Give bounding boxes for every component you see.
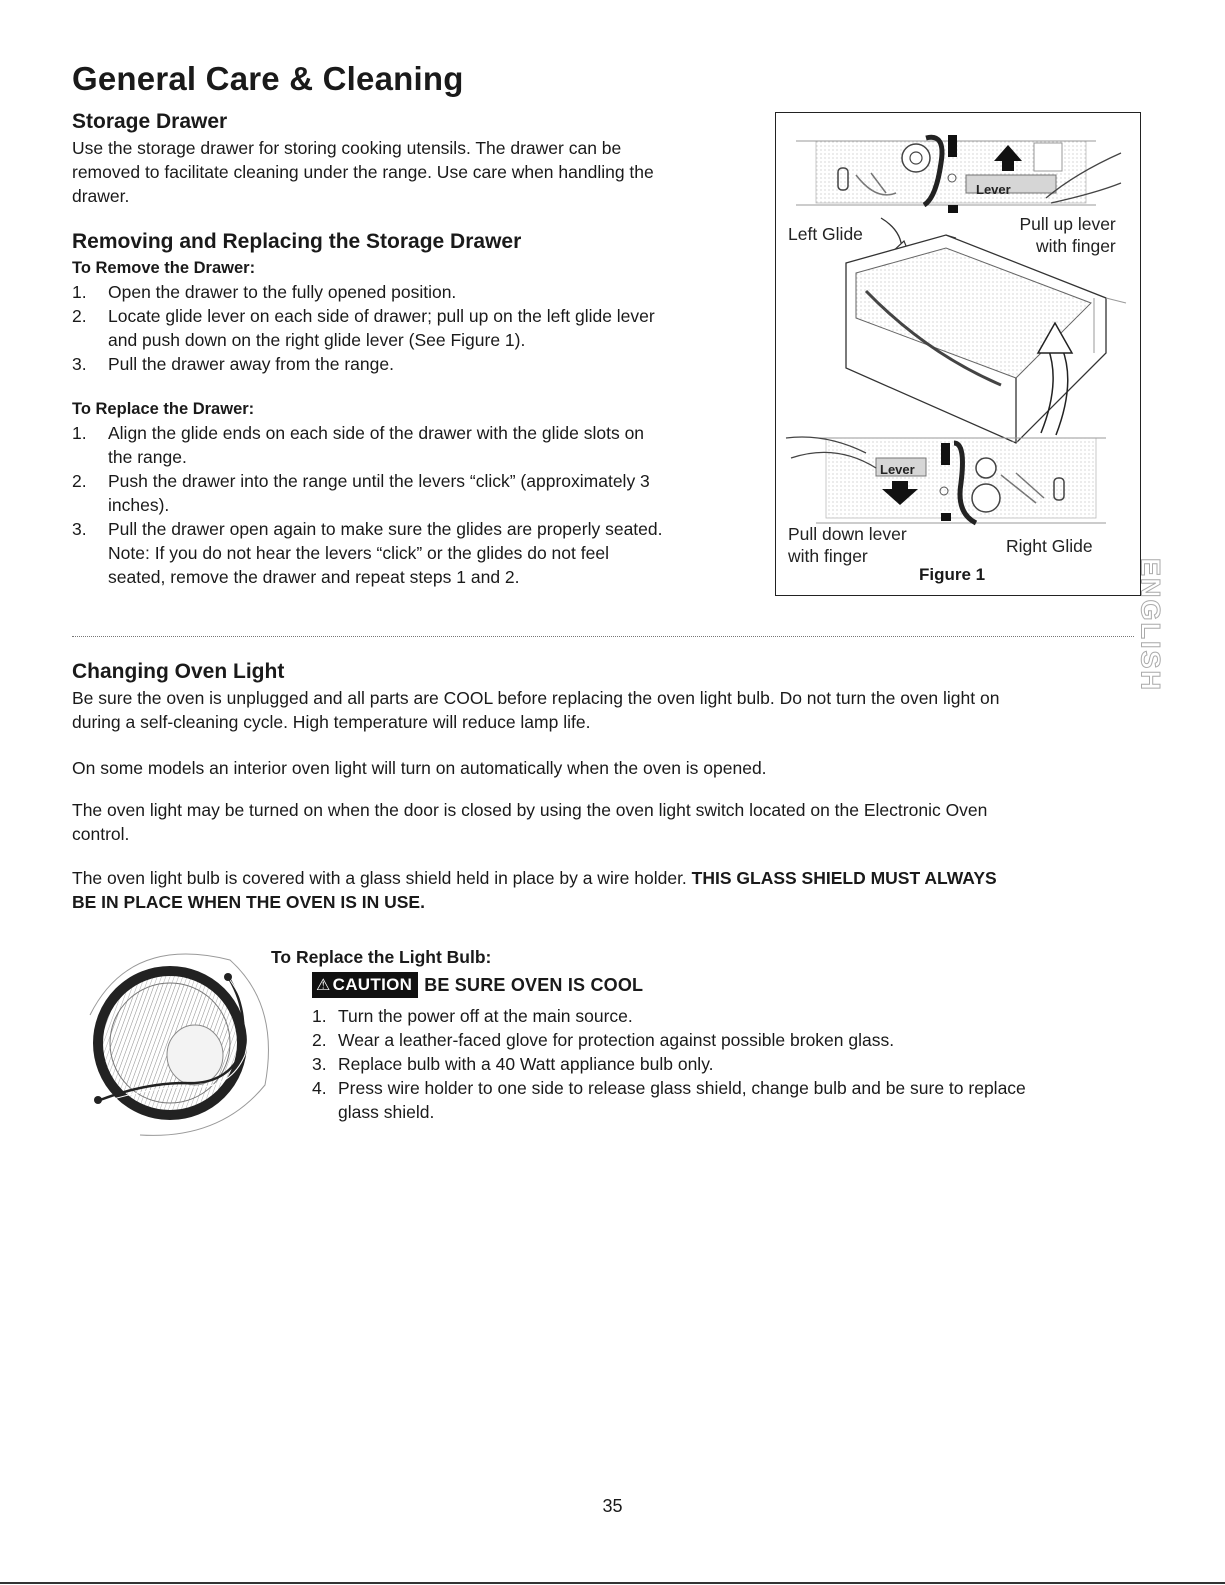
intro-line: removed to facilitate cleaning under the range. Use care when handling the — [72, 162, 654, 182]
replace-bulb-steps — [312, 1004, 1026, 1124]
storage-drawer-heading: Storage Drawer — [72, 110, 228, 133]
list-item: 4. Press wire holder to one side to release glass shield, change bulb and be sure to replace glass shield. — [312, 1078, 1026, 1122]
figure-1 — [775, 112, 1141, 596]
lever-label-bottom: Lever — [880, 462, 915, 477]
drawer-body — [846, 235, 1126, 443]
list-item: 1. Align the glide ends on each side of the drawer with the glide slots on the range. — [72, 423, 645, 467]
list-item: 2. Locate glide lever on each side of drawer; pull up on the left glide lever and push down on the right glide lever (See Figure 1). — [72, 306, 655, 350]
replace-drawer-steps — [72, 421, 663, 589]
caution-notice — [312, 972, 643, 998]
light-bulb-shield-illustration — [70, 935, 280, 1145]
warning-triangle-icon: ⚠ — [316, 977, 331, 994]
replace-drawer-heading: To Replace the Drawer: — [72, 400, 255, 418]
oven-light-p1: Be sure the oven is unplugged and all parts are COOL before replacing the oven light bulb. Do not turn the oven light on during a self-cleaning cycle. High temperature will reduce lamp life. — [72, 688, 1000, 732]
left-glide-assembly — [796, 135, 1121, 213]
list-item: 2. Push the drawer into the range until the levers “click” (approximately 3 inches). — [72, 471, 650, 515]
right-glide-assembly — [786, 437, 1106, 523]
left-glide-label: Left Glide — [788, 224, 863, 244]
page-number: 35 — [602, 1496, 623, 1516]
oven-light-p4: The oven light bulb is covered with a glass shield held in place by a wire holder. THIS GLASS SHIELD MUST ALWAYS BE IN PLACE WHEN THE OVEN IS IN USE. — [72, 868, 997, 912]
caution-badge: ⚠ CAUTION — [312, 972, 418, 998]
right-glide-label: Right Glide — [1006, 536, 1093, 556]
removing-replacing-heading: Removing and Replacing the Storage Drawer — [72, 230, 522, 253]
replace-bulb-heading: To Replace the Light Bulb: — [271, 947, 492, 967]
intro-line: Use the storage drawer for storing cooking utensils. The drawer can be — [72, 138, 622, 158]
remove-drawer-heading: To Remove the Drawer: — [72, 259, 256, 277]
lever-label-top: Lever — [976, 182, 1011, 197]
list-item: 3. Replace bulb with a 40 Watt appliance bulb only. — [312, 1054, 714, 1074]
page-bottom-rule — [0, 1582, 1225, 1584]
intro-line: drawer. — [72, 186, 130, 206]
list-item: 2. Wear a leather-faced glove for protection against possible broken glass. — [312, 1030, 895, 1050]
list-item: 3. Pull the drawer open again to make sure the glides are properly seated. Note: If you do not hear the levers “click” or the glides do not feel seated, remove the drawer and repeat steps 1 and 2. — [72, 519, 663, 587]
oven-light-heading: Changing Oven Light — [72, 660, 285, 683]
page-title: General Care & Cleaning — [72, 60, 464, 97]
section-divider — [72, 636, 1134, 637]
oven-light-p3: The oven light may be turned on when the door is closed by using the oven light switch located on the Electronic Oven control. — [72, 800, 988, 844]
list-item: 1. Turn the power off at the main source. — [312, 1006, 633, 1026]
remove-drawer-steps — [72, 280, 655, 376]
list-item: 1. Open the drawer to the fully opened position. — [72, 282, 457, 302]
figure-caption: Figure 1 — [919, 565, 986, 584]
pull-up-lever-label: Pull up lever with finger — [1019, 214, 1116, 256]
list-item: 3. Pull the drawer away from the range. — [72, 354, 394, 374]
oven-light-p2: On some models an interior oven light will turn on automatically when the oven is opened. — [72, 758, 767, 778]
drawer-glide-illustration — [776, 113, 1139, 594]
caution-text: BE SURE OVEN IS COOL — [424, 974, 644, 995]
storage-drawer-intro — [72, 136, 654, 208]
english-side-tab: ENGLISH — [1135, 557, 1166, 693]
pull-down-lever-label: Pull down lever with finger — [788, 524, 907, 566]
